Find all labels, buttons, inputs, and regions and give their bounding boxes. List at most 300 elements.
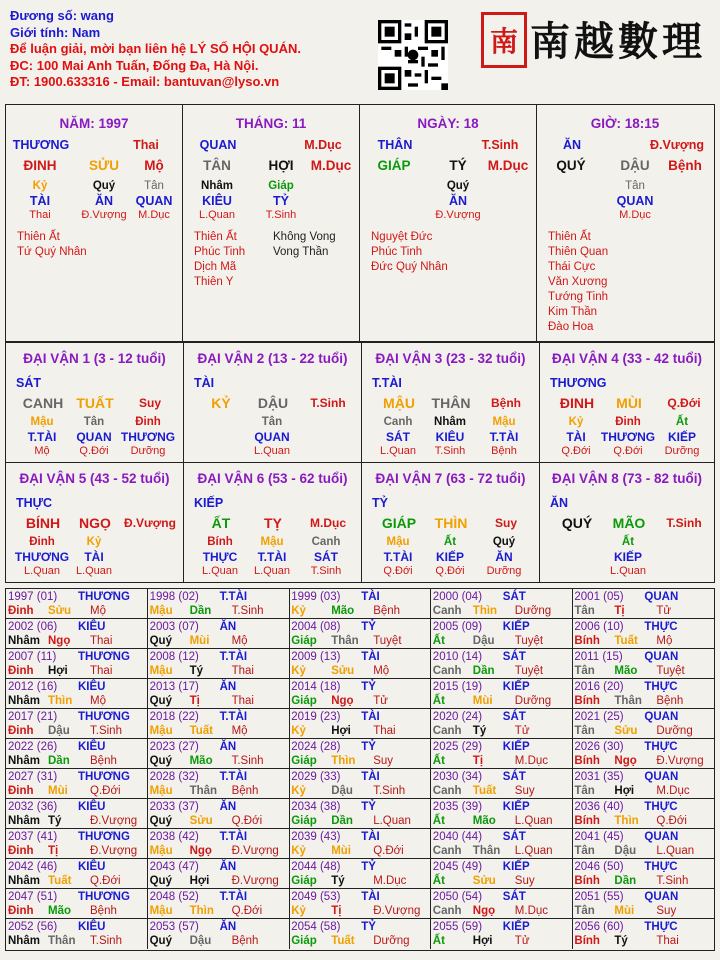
hidden-stem: Đinh (29, 536, 55, 548)
pillar-column (537, 105, 713, 341)
year-label: 2044 (48) (291, 861, 341, 873)
shen-sha-item: Thiên Y (194, 276, 234, 288)
year-stem: Đinh (8, 905, 34, 917)
year-stem: Tân (574, 905, 595, 917)
hidden-god: KIẾP (613, 550, 642, 564)
year-phase: T.Sinh (90, 935, 122, 947)
year-stem: Bính (574, 755, 600, 767)
year-label: 2002 (06) (8, 621, 58, 633)
year-cell (572, 619, 714, 649)
year-phase: Q.Đới (90, 875, 121, 887)
year-cell (289, 889, 431, 919)
year-phase: L.Quan (514, 815, 553, 827)
year-branch: Tuất (48, 875, 72, 887)
year-branch: Hợi (189, 875, 210, 887)
year-god: SÁT (502, 651, 526, 663)
pillar-row3-cell: Tân (625, 180, 645, 192)
year-label: 2007 (11) (8, 651, 57, 663)
year-stem: Ất (432, 875, 445, 887)
year-label: 2006 (10) (574, 621, 624, 633)
year-label: 2025 (29) (432, 741, 483, 753)
year-cell (148, 709, 290, 739)
year-god: KIÊU (78, 621, 106, 633)
year-cell (572, 919, 714, 949)
shen-sha-item: Vong Thần (273, 246, 329, 258)
year-branch: Tuất (614, 635, 638, 647)
hidden-god: ĂN (495, 550, 513, 564)
year-cell (148, 829, 290, 859)
four-pillars-panel (5, 104, 715, 342)
year-branch: Tý (614, 935, 628, 947)
year-branch: Thân (48, 935, 76, 947)
year-stem: Kỷ (291, 665, 306, 677)
hidden-stem: Kỷ (568, 416, 584, 428)
year-branch: Dậu (331, 785, 353, 797)
year-phase: Suy (656, 905, 677, 917)
luck-period-title: ĐẠI VẬN 2 (13 - 22 tuổi) (197, 351, 348, 366)
hidden-phase: Q.Đới (613, 445, 643, 457)
year-cell (431, 619, 573, 649)
year-god: T.TÀI (219, 831, 248, 843)
year-god: TÀI (361, 771, 380, 783)
year-branch: Thân (189, 785, 218, 797)
year-phase: Đ.Vượng (231, 875, 279, 887)
year-phase: Bệnh (90, 755, 117, 767)
year-cell (289, 799, 431, 829)
year-cell (6, 889, 148, 919)
year-label: 2012 (16) (8, 681, 58, 693)
shen-sha-item: Văn Xương (548, 276, 608, 288)
year-branch: Mùi (614, 905, 635, 917)
year-phase: Đ.Vượng (373, 905, 421, 917)
shen-sha-item: Phúc Tinh (371, 246, 423, 258)
year-branch: Thân (331, 635, 359, 647)
owner-label: Đương số: (10, 8, 81, 23)
year-cell (431, 769, 573, 799)
year-god: THỰC (644, 741, 678, 753)
year-god: THỰC (644, 921, 678, 933)
year-label: 2043 (47) (149, 861, 199, 873)
year-label: 1997 (01) (8, 591, 58, 603)
year-god: TÀI (361, 651, 380, 663)
luck-period-stem: ẤT (211, 515, 231, 531)
year-phase: Q.Đới (231, 905, 263, 917)
year-stem: Ất (432, 815, 445, 827)
year-phase: Dưỡng (514, 695, 552, 707)
year-god: TỶ (361, 921, 376, 933)
luck-period-stem: QUÝ (561, 515, 593, 531)
year-phase: T.Sinh (231, 755, 264, 767)
qr-code-icon (378, 20, 448, 90)
year-branch: Tuất (472, 785, 497, 797)
luck-period-phase: Đ.Vượng (124, 516, 176, 530)
hidden-god: TÀI (84, 550, 104, 564)
year-branch: Mão (472, 815, 496, 827)
luck-period-god: SÁT (16, 376, 41, 390)
luck-period-branch: TỴ (264, 515, 282, 531)
year-label: 2015 (19) (432, 681, 483, 693)
hidden-god: THƯƠNG (14, 550, 70, 564)
luck-period-phase: M.Dục (310, 516, 346, 530)
year-god: THỰC (644, 681, 678, 693)
year-branch: Sửu (472, 875, 496, 887)
shen-sha-item: Thiên Ất (17, 231, 60, 243)
year-cell (289, 739, 431, 769)
year-phase: Suy (514, 875, 535, 887)
hidden-stem: Ất (443, 536, 457, 548)
pillar-row2-cell: SỬU (89, 158, 119, 173)
hidden-phase: L.Quan (75, 565, 113, 577)
year-stem: Kỷ (291, 605, 306, 617)
year-label: 2032 (36) (8, 801, 58, 813)
year-phase: Thai (231, 695, 254, 707)
year-cell (289, 619, 431, 649)
year-branch: Ngọ (48, 635, 71, 647)
year-label: 1998 (02) (149, 591, 199, 603)
year-phase: Q.Đới (373, 845, 404, 857)
year-stem: Bính (574, 875, 600, 887)
year-god: THỰC (644, 621, 678, 633)
hidden-phase: L.Quan (379, 445, 417, 457)
pillar-column (360, 105, 537, 341)
hidden-god: KIÊU (435, 430, 465, 444)
year-label: 2000 (04) (432, 591, 483, 603)
pillar-row2-cell: ĐINH (23, 158, 57, 173)
year-stem: Mậu (149, 845, 173, 857)
year-god: T.TÀI (219, 891, 248, 903)
luck-period-god: TỶ (372, 496, 388, 510)
year-cell (148, 589, 290, 619)
year-god: QUAN (644, 771, 679, 783)
year-branch: Dậu (472, 635, 495, 647)
year-stem: Kỷ (291, 785, 306, 797)
year-stem: Canh (432, 605, 462, 617)
year-branch: Hợi (331, 725, 351, 737)
year-stem: Ất (432, 935, 445, 947)
year-god: TÀI (361, 891, 380, 903)
year-god: T.TÀI (219, 651, 248, 663)
year-label: 2005 (09) (432, 621, 483, 633)
year-stem: Kỷ (291, 845, 306, 857)
year-stem: Ất (432, 635, 445, 647)
year-phase: Mộ (656, 635, 673, 647)
luck-period-phase: Suy (138, 396, 161, 410)
year-cell (572, 829, 714, 859)
year-label: 2052 (56) (8, 921, 58, 933)
year-phase: Suy (514, 785, 535, 797)
year-branch: Mão (48, 905, 71, 917)
year-stem: Đinh (8, 725, 34, 737)
year-cell (148, 679, 290, 709)
hidden-phase: Q.Đới (79, 445, 109, 457)
hidden-stem: Đinh (135, 416, 161, 428)
year-label: 2020 (24) (432, 711, 483, 723)
year-god: T.TÀI (219, 711, 248, 723)
year-label: 2031 (35) (574, 771, 624, 783)
hidden-phase: Dưỡng (664, 445, 700, 457)
shen-sha-item: Đức Quý Nhân (371, 261, 448, 273)
year-cell (289, 649, 431, 679)
year-cell (431, 589, 573, 619)
year-phase: M.Dục (514, 755, 549, 767)
year-phase: Đ.Vượng (231, 845, 279, 857)
year-god: KIẾP (502, 741, 530, 753)
year-branch: Dần (189, 605, 212, 617)
year-label: 1999 (03) (291, 591, 341, 603)
shen-sha-list (194, 230, 245, 290)
hidden-god: KIẾP (667, 430, 696, 444)
year-stem: Tân (574, 845, 595, 857)
hidden-stem: Ất (675, 416, 689, 428)
year-label: 2048 (52) (149, 891, 199, 903)
year-god: THƯƠNG (78, 831, 130, 843)
year-label: 2029 (33) (291, 771, 341, 783)
year-god: SÁT (502, 711, 526, 723)
year-phase: M.Dục (373, 875, 407, 887)
year-branch: Thìn (614, 815, 639, 827)
year-phase: Tử (656, 605, 672, 617)
year-stem: Giáp (291, 695, 317, 707)
hidden-god: T.TÀI (383, 550, 413, 564)
year-phase: Thai (90, 665, 113, 677)
year-label: 2050 (54) (432, 891, 483, 903)
year-branch: Tị (472, 755, 484, 767)
year-stem: Giáp (291, 935, 317, 947)
hidden-phase: Dưỡng (486, 565, 522, 577)
year-branch: Tý (472, 725, 487, 737)
year-label: 2017 (21) (8, 711, 58, 723)
hidden-stem: Kỷ (86, 536, 102, 548)
year-phase: Mộ (90, 605, 106, 617)
year-stem: Giáp (291, 875, 317, 887)
year-stem: Kỷ (291, 905, 306, 917)
year-cell (6, 769, 148, 799)
year-stem: Đinh (8, 665, 34, 677)
year-branch: Thân (472, 845, 501, 857)
year-label: 2027 (31) (8, 771, 58, 783)
year-phase: Q.Đới (656, 815, 687, 827)
hidden-god: T.TÀI (489, 430, 519, 444)
pillar-row1-cell: ĂN (562, 138, 582, 152)
pillar-row5-cell: M.Dục (138, 209, 170, 221)
year-label: 2008 (12) (149, 651, 199, 663)
year-cell (431, 889, 573, 919)
year-branch: Mão (331, 605, 355, 617)
year-phase: Đ.Vượng (90, 815, 138, 827)
year-stem: Giáp (291, 755, 317, 767)
year-branch: Tý (189, 665, 204, 677)
year-phase: T.Sinh (656, 875, 689, 887)
year-label: 2009 (13) (291, 651, 341, 663)
year-god: SÁT (502, 771, 526, 783)
year-branch: Mùi (331, 845, 351, 857)
year-god: KIÊU (78, 801, 106, 813)
pillar-row1-cell: Đ.Vượng (649, 138, 705, 152)
luck-period-box (539, 342, 715, 463)
year-stem: Canh (432, 785, 462, 797)
year-branch: Dần (48, 755, 70, 767)
year-stem: Quý (149, 755, 172, 767)
year-phase: Dưỡng (373, 935, 410, 947)
pillar-row3-cell: Kỷ (32, 180, 48, 192)
hidden-god: QUAN (254, 430, 290, 444)
year-branch: Thìn (189, 905, 214, 917)
year-branch: Hợi (48, 665, 68, 677)
year-god: QUAN (644, 711, 679, 723)
year-cell (6, 859, 148, 889)
year-branch: Tị (331, 905, 342, 917)
year-phase: L.Quan (373, 815, 411, 827)
year-label: 2036 (40) (574, 801, 624, 813)
year-branch: Hợi (472, 935, 493, 947)
year-phase: Mộ (231, 635, 248, 647)
year-stem: Canh (432, 905, 462, 917)
year-stem: Canh (432, 845, 462, 857)
year-branch: Tý (48, 815, 62, 827)
pillar-row1-cell: THÂN (377, 138, 413, 152)
pillar-row1-cell: M.Dục (304, 138, 342, 152)
year-stem: Mậu (149, 605, 173, 617)
pillar-column (6, 105, 183, 341)
hidden-phase: L.Quan (253, 565, 291, 577)
brand-seal: 南 (481, 12, 527, 68)
pillar-row2-cell: M.Dục (487, 158, 529, 173)
pillar-row2-cell: Mộ (144, 158, 164, 173)
year-god: THƯƠNG (78, 591, 130, 603)
owner-value: wang (80, 8, 114, 23)
year-cell (289, 769, 431, 799)
year-cell (6, 589, 148, 619)
year-cell (289, 709, 431, 739)
luck-period-phase: Q.Đới (667, 396, 701, 410)
shen-sha-item: Nguyệt Đức (371, 231, 433, 243)
year-phase: Thai (90, 635, 113, 647)
hidden-stem: Canh (311, 536, 341, 548)
year-stem: Nhâm (8, 635, 40, 647)
pillar-row1-cell: T.Sinh (481, 138, 519, 152)
year-stem: Nhâm (8, 875, 40, 887)
year-stem: Quý (149, 815, 172, 827)
year-cell (6, 829, 148, 859)
year-god: ĂN (219, 801, 237, 813)
shen-sha-item: Tứ Quý Nhân (17, 246, 87, 258)
year-cell (572, 709, 714, 739)
yearly-luck-grid (5, 588, 715, 951)
pillar-row5-cell: Thai (29, 209, 51, 221)
pillar-row2-cell: QUÝ (556, 158, 586, 173)
year-phase: T.Sinh (231, 605, 264, 617)
year-cell (572, 769, 714, 799)
year-god: THỰC (644, 801, 678, 813)
year-label: 2040 (44) (432, 831, 483, 843)
year-phase: Q.Đới (231, 815, 263, 827)
year-cell (148, 799, 290, 829)
year-label: 2028 (32) (149, 771, 199, 783)
pillar-title: GIỜ: 18:15 (590, 116, 660, 131)
year-god: KIẾP (502, 921, 530, 933)
pillar-row5-cell: T.Sinh (265, 209, 297, 221)
year-cell (6, 649, 148, 679)
pillar-row3-cell: Giáp (268, 180, 294, 192)
year-label: 2022 (26) (8, 741, 58, 753)
year-cell (431, 829, 573, 859)
luck-period-branch: NGỌ (79, 515, 111, 531)
luck-period-box (539, 462, 715, 583)
luck-period-title: ĐẠI VẬN 6 (53 - 62 tuổi) (197, 471, 348, 486)
pillar-row4-cell: ĂN (448, 194, 468, 208)
year-label: 2033 (37) (149, 801, 199, 813)
luck-period-title: ĐẠI VẬN 3 (23 - 32 tuổi) (375, 351, 526, 366)
hidden-phase: Mộ (34, 445, 50, 457)
year-god: THỰC (644, 861, 678, 873)
year-god: KIÊU (78, 681, 106, 693)
pillar-row4-cell: KIÊU (202, 194, 232, 208)
year-label: 2045 (49) (432, 861, 483, 873)
year-god: KIẾP (502, 681, 530, 693)
year-phase: Tuyệt (373, 635, 402, 647)
year-cell (6, 619, 148, 649)
year-label: 2042 (46) (8, 861, 58, 873)
year-god: TÀI (361, 711, 380, 723)
year-label: 2004 (08) (291, 621, 341, 633)
hidden-stem: Mậu (492, 416, 516, 428)
hidden-god: T.TÀI (257, 550, 287, 564)
hidden-god: SÁT (314, 550, 338, 564)
year-label: 2016 (20) (574, 681, 624, 693)
year-phase: L.Quan (514, 845, 553, 857)
year-god: THƯƠNG (78, 711, 130, 723)
hidden-god: KIẾP (435, 550, 464, 564)
pillar-row4-cell: TỶ (273, 194, 289, 208)
luck-period-title: ĐẠI VẬN 7 (63 - 72 tuổi) (375, 471, 526, 486)
luck-period-god: THỰC (16, 496, 53, 510)
luck-period-phase: Suy (494, 516, 517, 530)
pillar-row2-cell: TÂN (203, 158, 231, 173)
luck-period-stem: MẬU (383, 395, 415, 411)
year-stem: Quý (149, 935, 172, 947)
pillar-row5-cell: L.Quan (198, 209, 236, 221)
year-branch: Thìn (48, 695, 73, 707)
year-cell (572, 859, 714, 889)
year-branch: Sửu (614, 725, 638, 737)
year-stem: Quý (149, 635, 172, 647)
year-branch: Thân (614, 695, 642, 707)
year-branch: Dần (331, 815, 353, 827)
year-branch: Thìn (472, 605, 498, 617)
year-branch: Tuất (189, 725, 214, 737)
year-stem: Đinh (8, 605, 34, 617)
shen-sha-item: Phúc Tinh (194, 246, 246, 258)
year-label: 2011 (15) (574, 651, 623, 663)
year-god: TỶ (361, 621, 376, 633)
luck-period-branch: MÃO (612, 515, 646, 531)
year-cell (431, 679, 573, 709)
year-branch: Tị (48, 845, 59, 857)
pillar-row2-cell: HỢI (268, 158, 294, 173)
hidden-stem: Bính (207, 536, 233, 548)
year-stem: Ất (432, 695, 445, 707)
pillar-row1-cell: QUAN (199, 138, 237, 152)
year-god: TÀI (361, 591, 380, 603)
shen-sha-list (548, 230, 608, 335)
year-stem: Mậu (149, 725, 173, 737)
year-cell (431, 859, 573, 889)
year-phase: M.Dục (656, 785, 690, 797)
pillar-row2-cell: TÝ (449, 158, 467, 173)
year-cell (6, 709, 148, 739)
luck-period-title: ĐẠI VẬN 4 (33 - 42 tuổi) (551, 351, 703, 366)
year-label: 2053 (57) (149, 921, 199, 933)
